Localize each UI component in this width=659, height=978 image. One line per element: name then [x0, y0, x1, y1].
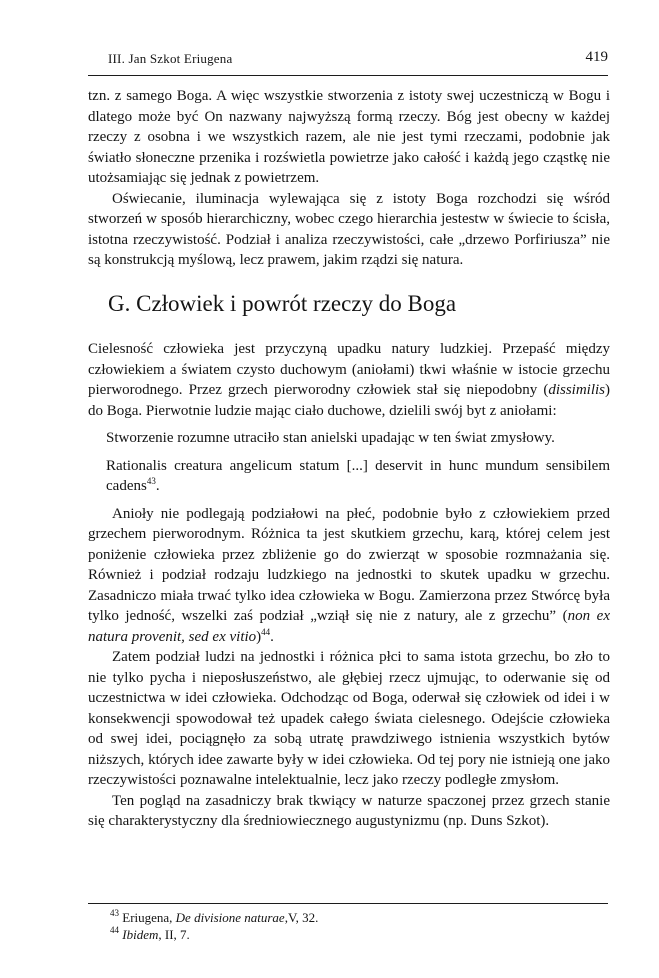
- block-quote-latin: Rationalis creatura angelicum statum [...] deservit in hunc mundum sensibilem cadens$^{43}$.: [106, 457, 610, 494]
- paragraph: tzn. z samego Boga. A więc wszystkie stworzenia z istoty swej uczestniczą w Bogu i dlatego może być On nazwany najwyższą formą rzeczy. Bóg jest obecny w każdej rzeczy z osobna i we wszystkich razem, ale nie jest tymi rzeczami, podobnie jak światło słoneczne przenika i rozświetla powietrze jako całość i każdą jego cząstkę nie utożsamiając się jednak z powietrzem.: [88, 88, 610, 186]
- page-number: 419: [585, 49, 608, 65]
- running-head-title: III. Jan Szkot Eriugena: [108, 51, 233, 66]
- footnote-title: De divisione naturae: [175, 910, 285, 925]
- footnote-title: Ibidem: [122, 927, 159, 942]
- latin-term: dissimilis: [548, 382, 605, 398]
- paragraph: Anioły nie podlegają podziałowi na płeć, podobnie było z człowiekiem przed grzechem pierworodnym. Różnica ta jest skutkiem grzechu, karą, której celem jest poniżenie człowieka przez zbliżenie go do zwierząt w sposobie rozmnażania się. Również i podział rodzaju ludzkiego na jednostki to skutek upadku w grzechu. Zasadniczo miała trwać tylko idea człowieka w Bogu. Zamierzona przez Stwórcę była tylko jedność, wszelki zaś podział „wziął się nie z natury, ale z grzechu” (non ex natura provenit, sed ex vitio)$^{44}$.: [88, 505, 610, 645]
- footnote-rule: [88, 903, 608, 904]
- section-body: [88, 339, 610, 832]
- paragraph: Oświecanie, iluminacja wylewająca się z istoty Boga rozchodzi się wśród stworzeń w sposób hierarchiczny, wobec czego hierarchia jestestw w świecie to ścisła, istotna rzeczywistość. Podział i analiza rzeczywistości, całe „drzewo Porfiriusza” nie są konstrukcją myślową, lecz prawem, jakim rządzi się natura.: [88, 190, 610, 268]
- footnote: $^{44}$ Ibidem, II, 7.: [110, 925, 190, 942]
- footnote: $^{43}$ Eriugena, De divisione naturae,V, 32.: [110, 908, 319, 925]
- paragraph: Cielesność człowieka jest przyczyną upadku natury ludzkiej. Przepaść między człowiekiem a światem czysto duchowym (aniołami) tkwi właśnie w istocie grzechu pierworodnego. Przez grzech pierworodny człowiek stał się niepodobny (dissimilis) do Boga. Pierwotnie ludzie mając ciało duchowe, dzielili swój byt z aniołami:: [88, 341, 610, 419]
- latin-quote: non ex natura provenit, sed ex vitio: [88, 608, 610, 645]
- block-quote-polish: Stworzenie rozumne utraciło stan anielski upadając w ten świat zmysłowy.: [106, 430, 555, 446]
- footnote-ref: 43: [146, 476, 156, 486]
- footnote-ref: 44: [261, 626, 271, 637]
- paragraph: Ten pogląd na zasadniczy brak tkwiący w naturze spaczonej przez grzech stanie się charakterystyczny dla średniowiecznego augustynizmu (np. Duns Szkot).: [88, 792, 610, 829]
- running-header: [88, 49, 608, 69]
- paragraph: Zatem podział ludzi na jednostki i różnica płci to sama istota grzechu, bo zło to nie tylko pycha i nieposłuszeństwo, ale głębiej rzecz ujmując, to oderwanie się od uczestnictwa w idei człowieka. Odchodząc od Boga, oderwał się człowiek od idei i w konsekwencji spowodował też upadek całego świata cielesnego. Odejście człowieka od swej idei, pociągnęło za sobą utratę prawdziwego istnienia wszystkich bytów niższych, których idee zawarte były w idei człowieka. Od tej pory nie istnieją one jako rzeczywistości poznawalne intelektualnie, lecz jako rzeczy podległe zmysłom.: [88, 649, 610, 788]
- intro-text: [88, 86, 610, 271]
- footnote-mark: 43: [110, 908, 119, 918]
- section-heading: G. Człowiek i powrót rzeczy do Boga: [108, 291, 457, 316]
- footnote-mark: 44: [110, 925, 119, 935]
- header-rule: [88, 75, 608, 76]
